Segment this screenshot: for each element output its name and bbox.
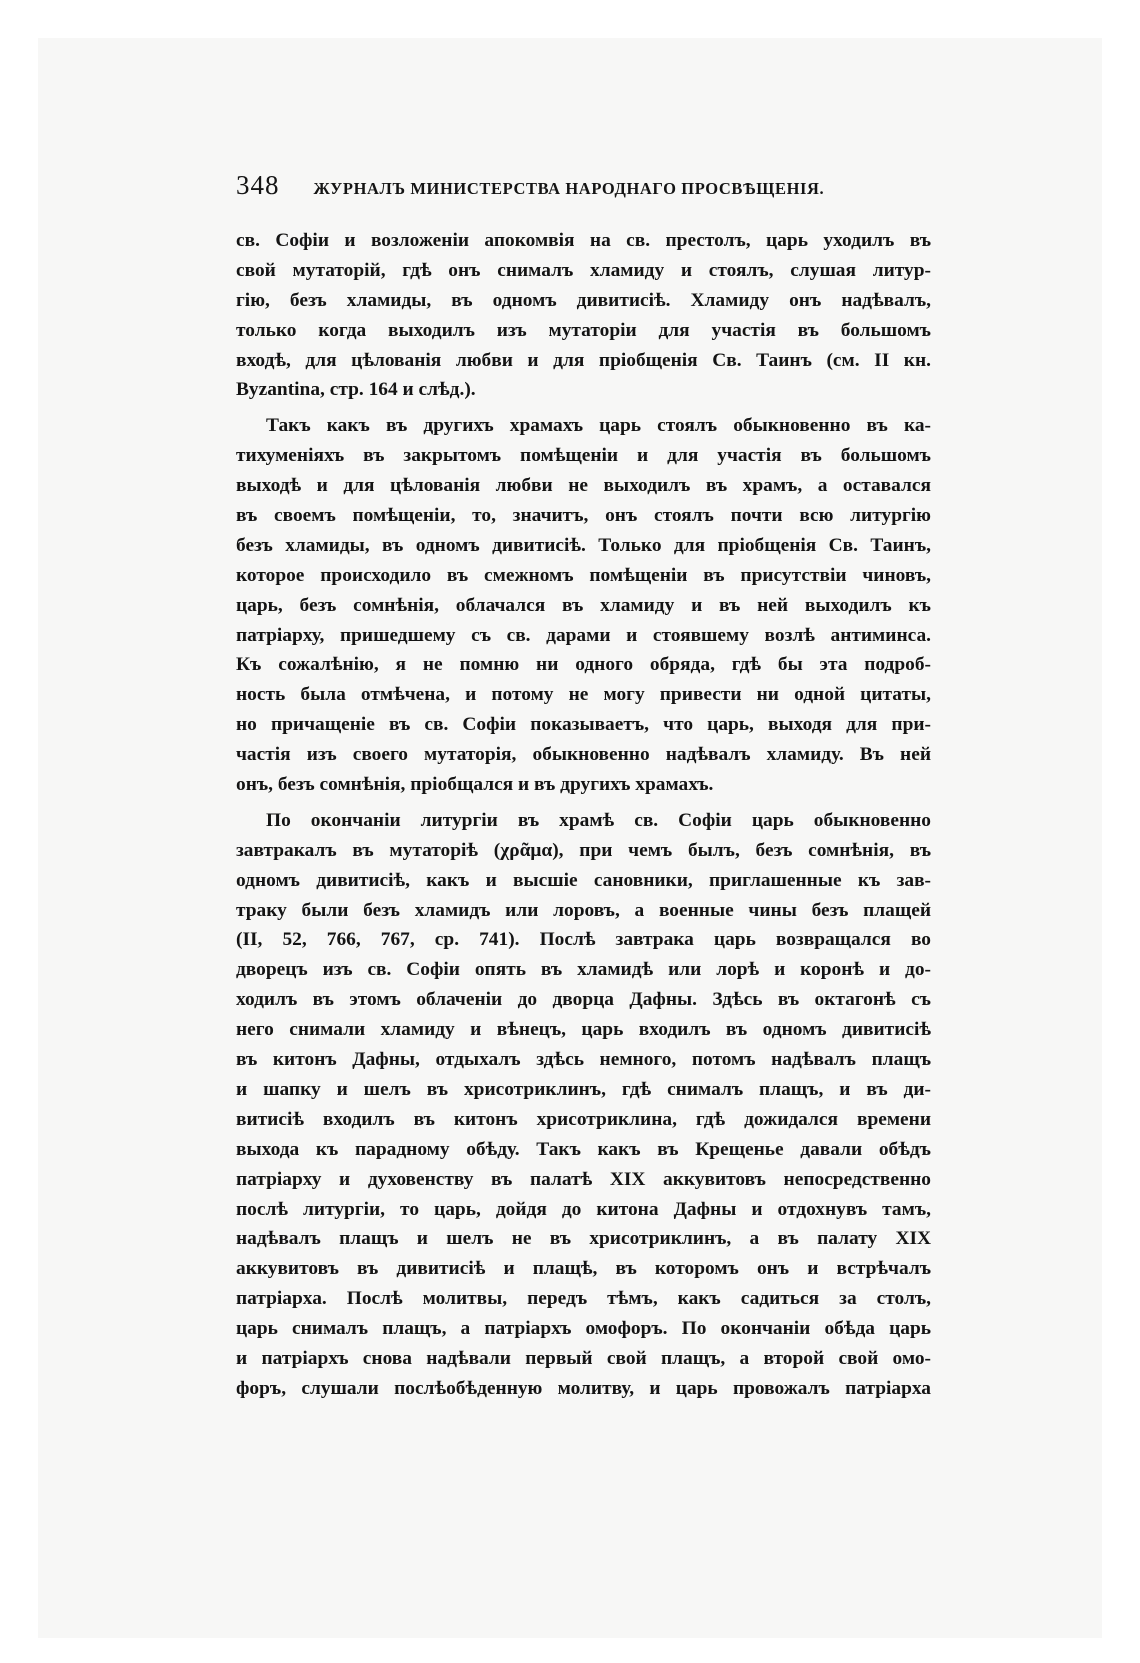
text-line: него снимали хламиду и вѣнецъ, царь входилъ въ одномъ дивитисіѣ — [236, 1019, 931, 1041]
text-line: витисіѣ входилъ въ китонъ хрисотриклина, гдѣ дожидался времени — [236, 1108, 931, 1130]
text-line: ходилъ въ этомъ облаченіи до дворца Дафны. Здѣсь въ октагонѣ съ — [236, 989, 931, 1011]
text-line: надѣвалъ плащъ и шелъ не въ хрисотриклинъ, а въ палату XIX — [236, 1228, 931, 1250]
body-text — [236, 226, 931, 1404]
text-line: и шапку и шелъ въ хрисотриклинъ, гдѣ снималъ плащъ, и въ ди- — [236, 1078, 931, 1100]
text-line: выходѣ и для цѣлованія любви не выходилъ въ храмъ, а оставался — [236, 475, 931, 497]
text-line: только когда выходилъ изъ мутаторіи для участія въ большомъ — [236, 319, 931, 341]
paragraph — [236, 806, 931, 1404]
text-line: траку были безъ хламидъ или лоровъ, а военные чины безъ плащей — [236, 899, 931, 921]
text-line: Такъ какъ въ другихъ храмахъ царь стоялъ обыкновенно въ ка- — [266, 415, 931, 437]
text-line: въ китонъ Дафны, отдыхалъ здѣсь немного, потомъ надѣвалъ плащъ — [236, 1049, 931, 1071]
text-line: (II, 52, 766, 767, ср. 741). Послѣ завтрака царь возвращался во — [236, 929, 931, 951]
text-line: Къ сожалѣнію, я не помню ни одного обряда, гдѣ бы эта подроб- — [236, 654, 931, 676]
text-line: патріарху и духовенству въ палатѣ XIX аккувитовъ непосредственно — [236, 1168, 931, 1190]
text-line: и патріархъ снова надѣвали первый свой плащъ, а второй свой омо- — [236, 1347, 931, 1369]
page-header — [236, 170, 936, 210]
text-line: выхода къ парадному обѣду. Такъ какъ въ Крещенье давали обѣдъ — [236, 1138, 931, 1160]
running-title: ЖУРНАЛЪ МИНИСТЕРСТВА НАРОДНАГО ПРОСВѢЩЕНІЯ. — [313, 179, 825, 198]
text-line: послѣ литургіи, то царь, дойдя до китона Дафны и отдохнувъ тамъ, — [236, 1198, 931, 1220]
text-line: царь, безъ сомнѣнія, облачался въ хламиду и въ ней выходилъ къ — [236, 594, 931, 616]
paragraph — [236, 411, 931, 800]
text-line: одномъ дивитисіѣ, какъ и высшіе сановники, приглашенные къ зав- — [236, 869, 931, 891]
text-line: дворецъ изъ св. Софіи опять въ хламидѣ или лорѣ и коронѣ и до- — [236, 959, 931, 981]
text-line: безъ хламиды, въ одномъ дивитисіѣ. Только для пріобщенія Св. Таинъ, — [236, 534, 931, 556]
page-number: 348 — [236, 170, 280, 200]
text-line: но причащеніе въ св. Софіи показываетъ, что царь, выходя для при- — [236, 714, 931, 736]
paragraph — [236, 226, 931, 405]
text-line: частія изъ своего мутаторія, обыкновенно надѣвалъ хламиду. Въ ней — [236, 744, 931, 766]
text-line: въ своемъ помѣщеніи, то, значитъ, онъ стоялъ почти всю литургію — [236, 505, 931, 527]
text-line: аккувитовъ въ дивитисіѣ и плащѣ, въ которомъ онъ и встрѣчалъ — [236, 1258, 931, 1280]
text-line: онъ, безъ сомнѣнія, пріобщался и въ другихъ храмахъ. — [236, 774, 714, 796]
text-line: тихуменіяхъ въ закрытомъ помѣщеніи и для участія въ большомъ — [236, 445, 931, 467]
text-line: царь снималъ плащъ, а патріархъ омофоръ. По окончаніи обѣда царь — [236, 1318, 931, 1340]
text-line: гію, безъ хламиды, въ одномъ дивитисіѣ. Хламиду онъ надѣвалъ, — [236, 289, 931, 311]
text-line: свой мутаторій, гдѣ онъ снималъ хламиду и стоялъ, слушая литур- — [236, 259, 931, 281]
text-line: патріарху, пришедшему съ св. дарами и стоявшему возлѣ антиминса. — [236, 624, 931, 646]
text-line: форъ, слушали послѣобѣденную молитву, и царь провожалъ патріарха — [236, 1377, 931, 1399]
text-line: св. Софіи и возложеніи апокомвія на св. престолъ, царь уходилъ въ — [236, 230, 931, 251]
text-line: входѣ, для цѣлованія любви и для пріобщенія Св. Таинъ (см. II кн. — [236, 349, 931, 371]
text-line: По окончаніи литургіи въ храмѣ св. Софіи царь обыкновенно — [266, 809, 931, 831]
text-line: патріарха. Послѣ молитвы, передъ тѣмъ, какъ садиться за столъ, — [236, 1288, 931, 1310]
text-line: Byzantina, стр. 164 и слѣд.). — [236, 379, 476, 401]
text-line: завтракалъ въ мутаторіѣ (χρᾶμα), при чемъ былъ, безъ сомнѣнія, въ — [236, 839, 931, 861]
text-line: которое происходило въ смежномъ помѣщеніи въ присутствіи чиновъ, — [236, 564, 931, 586]
text-line: ность была отмѣчена, и потому не могу привести ни одной цитаты, — [236, 684, 931, 706]
